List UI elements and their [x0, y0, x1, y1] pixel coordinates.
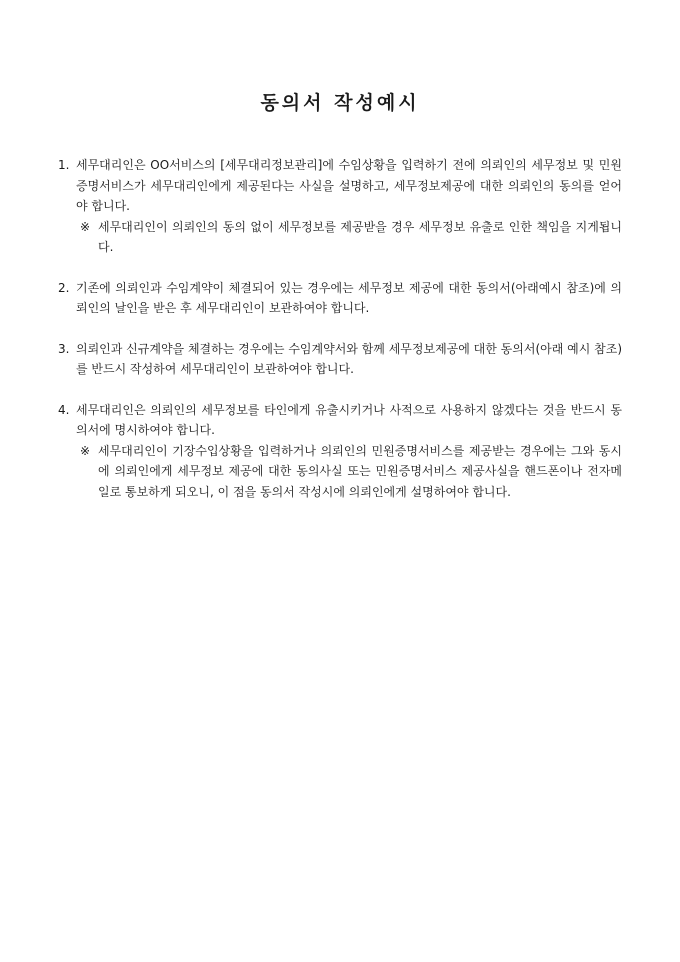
reference-mark-icon: ※	[80, 443, 91, 458]
item-number: 2.	[58, 280, 70, 295]
note-text: 세무대리인이 의뢰인의 동의 없이 세무정보를 제공받을 경우 세무정보 유출로 인한 책임을 지게됩니다.	[98, 219, 622, 254]
item-text: 세무대리인은 OO서비스의 [세무대리정보관리]에 수임상황을 입력하기 전에 의뢰인의 세무정보 및 민원증명서비스가 세무대리인에게 제공된다는 사실을 설명하고, 세무정보제공에 대한 의뢰인의 동의를 얻어야 합니다.	[76, 158, 622, 213]
item-number: 3.	[58, 341, 70, 356]
item-number: 4.	[58, 402, 70, 417]
item-content	[76, 339, 622, 380]
item-note	[80, 217, 622, 258]
item-text: 의뢰인과 신규계약을 체결하는 경우에는 수임계약서와 함께 세무정보제공에 대한 동의서(아래 예시 참조)를 반드시 작성하여 세무대리인이 보관하여야 합니다.	[76, 341, 622, 376]
note-text: 세무대리인이 기장수입상황을 입력하거나 의뢰인의 민원증명서비스를 제공받는 경우에는 그와 동시에 의뢰인에게 세무정보 제공에 대한 동의사실 또는 민원증명서비스 제공사실을 핸드폰이나 전자메일로 통보하게 되오니, 이 점을 동의서 작성시에 의뢰인에게 설명하여야 합니다.	[98, 443, 622, 499]
item-note	[80, 441, 622, 503]
reference-mark-icon: ※	[80, 219, 91, 234]
item-content	[76, 278, 622, 319]
list-item-4	[58, 400, 622, 503]
item-text: 기존에 의뢰인과 수임계약이 체결되어 있는 경우에는 세무정보 제공에 대한 동의서(아래예시 참조)에 의뢰인의 날인을 받은 후 세무대리인이 보관하여야 합니다.	[76, 280, 622, 315]
item-text: 세무대리인은 의뢰인의 세무정보를 타인에게 유출시키거나 사적으로 사용하지 않겠다는 것을 반드시 동의서에 명시하여야 합니다.	[76, 402, 622, 437]
item-number: 1.	[58, 158, 70, 172]
page-title: 동의서 작성예시	[260, 92, 420, 114]
list-item-3	[58, 339, 622, 380]
list-item-1	[58, 155, 622, 258]
list-item-2	[58, 278, 622, 319]
item-content	[76, 400, 622, 503]
item-content	[76, 155, 622, 258]
